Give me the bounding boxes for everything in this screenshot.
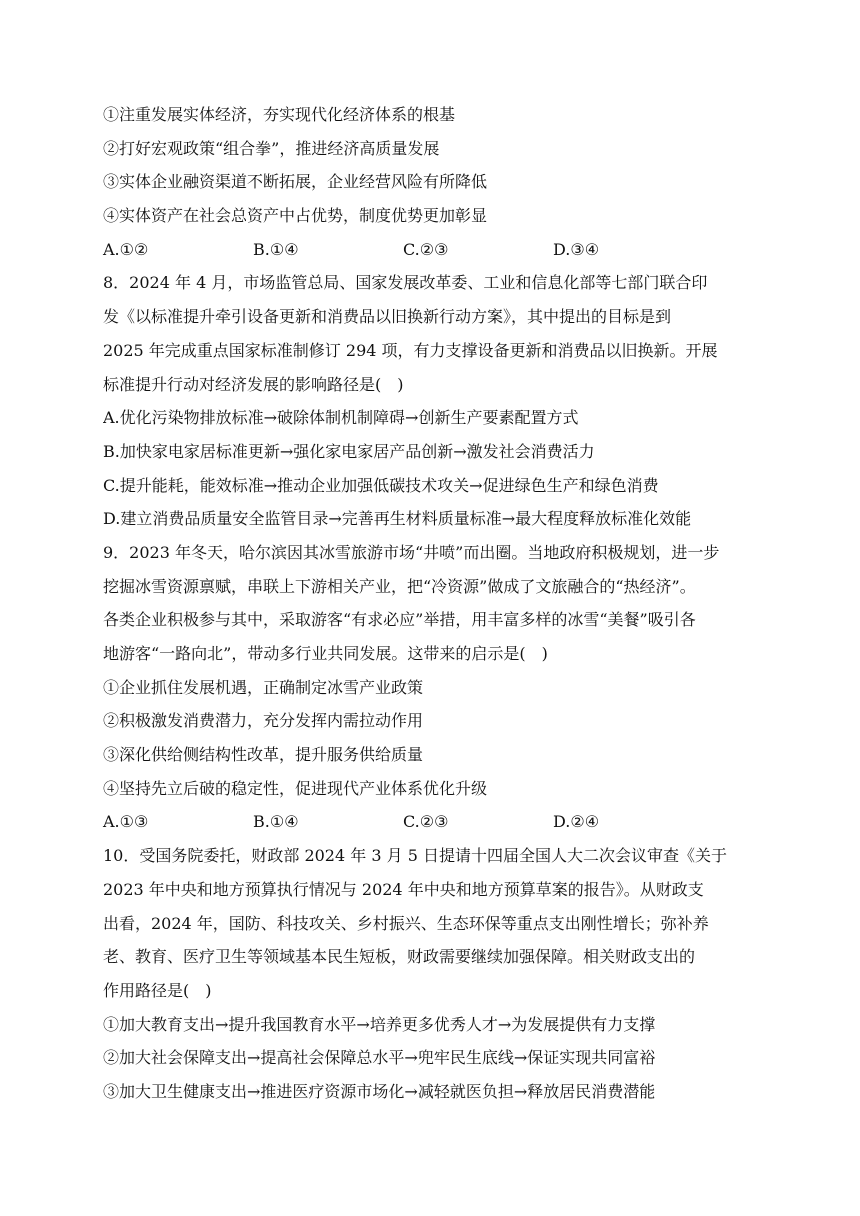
q8-choice-c: C.提升能耗，能效标准→推动企业加强低碳技术攻关→促进绿色生产和绿色消费 xyxy=(103,475,659,495)
q7-item-4: ④实体资产在社会总资产中占优势，制度优势更加彰显 xyxy=(103,206,488,226)
question-10 xyxy=(103,839,763,1109)
q7-option-b: B.①④ xyxy=(253,239,299,259)
q8-stem-line-3: 2025 年完成重点国家标准制修订 294 项，有力支撑设备更新和消费品以旧换新。开展 xyxy=(103,340,718,360)
q10-stem-line-1: 10．受国务院委托，财政部 2024 年 3 月 5 日提请十四届全国人大二次会议审查《关于 xyxy=(103,846,727,866)
q10-stem-line-3: 出看，2024 年，国防、科技攻关、乡村振兴、生态环保等重点支出刚性增长；弥补养 xyxy=(103,913,709,933)
q7-option-a: A.①② xyxy=(103,239,149,259)
q9-stem-line-2: 挖掘冰雪资源禀赋，串联上下游相关产业，把“冷资源”做成了文旅融合的“热经济”。 xyxy=(103,576,696,596)
q8-stem-line-2: 发《以标准提升牵引设备更新和消费品以旧换新行动方案》，其中提出的目标是到 xyxy=(103,307,672,327)
question-8 xyxy=(103,266,763,536)
q9-option-c: C.②③ xyxy=(403,812,449,832)
q9-option-a: A.①③ xyxy=(103,812,149,832)
q10-item-1: ①加大教育支出→提升我国教育水平→培养更多优秀人才→为发展提供有力支撑 xyxy=(103,1014,656,1034)
q8-choice-d: D.建立消费品质量安全监管目录→完善再生材料质量标准→最大程度释放标准化效能 xyxy=(103,509,692,529)
q10-item-3: ③加大卫生健康支出→推进医疗资源市场化→减轻就医负担→释放居民消费潜能 xyxy=(103,1081,656,1101)
q9-stem-line-1: 9．2023 年冬天，哈尔滨因其冰雪旅游市场“井喷”而出圈。当地政府积极规划，进一步 xyxy=(103,542,720,562)
q10-stem-line-5: 作用路径是( ) xyxy=(103,980,212,1000)
q9-option-d: D.②④ xyxy=(553,812,600,832)
q7-item-2: ②打好宏观政策“组合拳”，推进经济高质量发展 xyxy=(103,138,440,158)
q8-choice-a: A.优化污染物排放标准→破除体制机制障碍→创新生产要素配置方式 xyxy=(103,408,579,428)
q10-item-2: ②加大社会保障支出→提高社会保障总水平→兜牢民生底线→保证实现共同富裕 xyxy=(103,1048,656,1068)
q9-options xyxy=(103,805,763,839)
q7-item-3: ③实体企业融资渠道不断拓展，企业经营风险有所降低 xyxy=(103,172,488,192)
question-9 xyxy=(103,536,763,839)
q9-option-b: B.①④ xyxy=(253,812,299,832)
q7-option-d: D.③④ xyxy=(553,239,600,259)
question-7 xyxy=(103,98,763,266)
q9-stem-line-4: 地游客“一路向北”，带动多行业共同发展。这带来的启示是( ) xyxy=(103,644,548,663)
q7-options xyxy=(103,233,763,267)
q8-stem-line-1: 8．2024 年 4 月，市场监管总局、国家发展改革委、工业和信息化部等七部门联合印 xyxy=(103,273,708,293)
q7-option-c: C.②③ xyxy=(403,239,449,259)
q7-item-1: ①注重发展实体经济，夯实现代化经济体系的根基 xyxy=(103,105,456,124)
q9-item-3: ③深化供给侧结构性改革，提升服务供给质量 xyxy=(103,745,424,765)
q8-choice-b: B.加快家电家居标准更新→强化家电家居产品创新→激发社会消费活力 xyxy=(103,441,595,461)
q9-item-1: ①企业抓住发展机遇，正确制定冰雪产业政策 xyxy=(103,677,424,697)
q9-item-4: ④坚持先立后破的稳定性，促进现代产业体系优化升级 xyxy=(103,778,488,798)
q8-stem-line-4: 标准提升行动对经济发展的影响路径是( ) xyxy=(103,374,404,394)
q10-stem-line-4: 老、教育、医疗卫生等领域基本民生短板，财政需要继续加强保障。相关财政支出的 xyxy=(103,947,696,967)
exam-page xyxy=(103,98,763,1109)
q10-stem-line-2: 2023 年中央和地方预算执行情况与 2024 年中央和地方预算草案的报告》。从财政支 xyxy=(103,879,704,899)
q9-item-2: ②积极激发消费潜力，充分发挥内需拉动作用 xyxy=(103,711,424,731)
q9-stem-line-3: 各类企业积极参与其中，采取游客“有求必应”举措，用丰富多样的冰雪“美餐”吸引各 xyxy=(103,610,696,630)
